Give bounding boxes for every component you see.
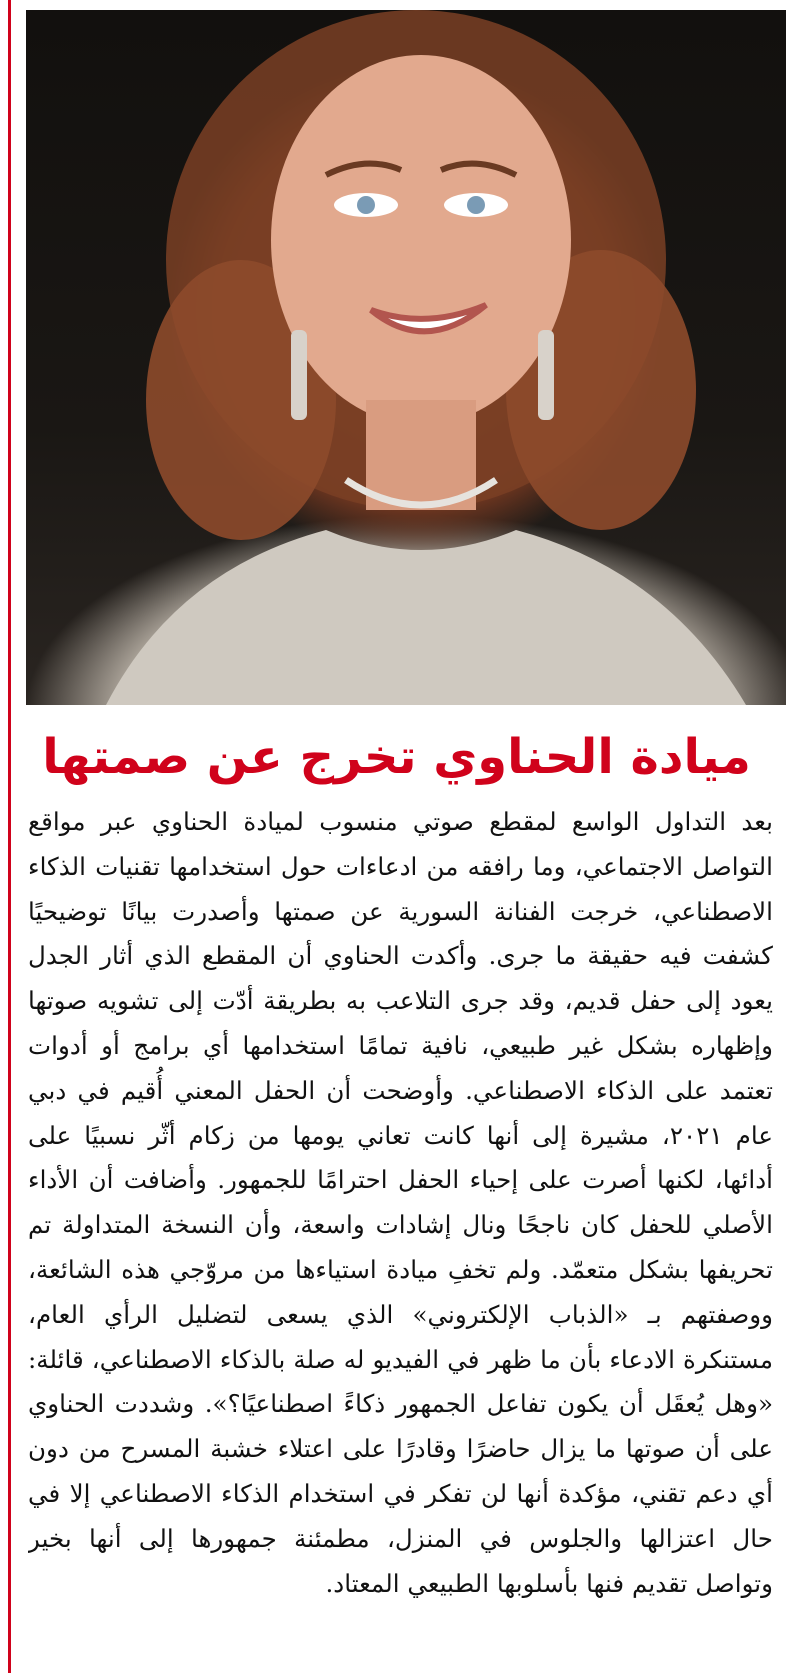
article-headline: ميادة الحناوي تخرج عن صمتها [42,729,751,785]
margin-rule [8,0,11,1673]
article-photo [26,10,786,705]
portrait-photo-icon [26,10,786,705]
article-body: بعد التداول الواسع لمقطع صوتي منسوب لميادة الحناوي عبر مواقع التواصل الاجتماعي، وما رافقه من ادعاءات حول استخدامها تقنيات الذكاء الاصطناعي، خرجت الفنانة السورية عن صمتها وأصدرت بيانًا توضيحيًا كشفت فيه حقيقة ما جرى. وأكدت الحناوي أن المقطع الذي أثار الجدل يعود إلى حفل قديم، وقد جرى التلاعب به بطريقة أدّت إلى تشويه صوتها وإظهاره بشكل غير طبيعي، نافية تمامًا استخدامها أي برامج أو أدوات تعتمد على الذكاء الاصطناعي. وأوضحت أن الحفل المعني أُقيم في دبي عام ٢٠٢١، مشيرة إلى أنها كانت تعاني يومها من زكام أثّر نسبيًا على أدائها، لكنها أصرت على إحياء الحفل احترامًا للجمهور. وأضافت أن الأداء الأصلي للحفل كان ناجحًا ونال إشادات واسعة، وأن النسخة المتداولة تم تحريفها بشكل متعمّد. ولم تخفِ ميادة استياءها من مروّجي هذه الشائعة، ووصفتهم بـ «الذباب الإلكتروني» الذي يسعى لتضليل الرأي العام، مستنكرة الادعاء بأن ما ظهر في الفيديو له صلة بالذكاء الاصطناعي، قائلة: «وهل يُعقَل أن يكون تفاعل الجمهور ذكاءً اصطناعيًا؟». وشددت الحناوي على أن صوتها ما يزال حاضرًا وقادرًا على اعتلاء خشبة المسرح من دون أي دعم تقني، مؤكدة أنها لن تفكر في استخدام الذكاء الاصطناعي إلا في حال اعتزالها والجلوس في المنزل، مطمئنة جمهورها إلى أنها بخير وتواصل تقديم فنها بأسلوبها الطبيعي المعتاد. [28,807,773,1598]
